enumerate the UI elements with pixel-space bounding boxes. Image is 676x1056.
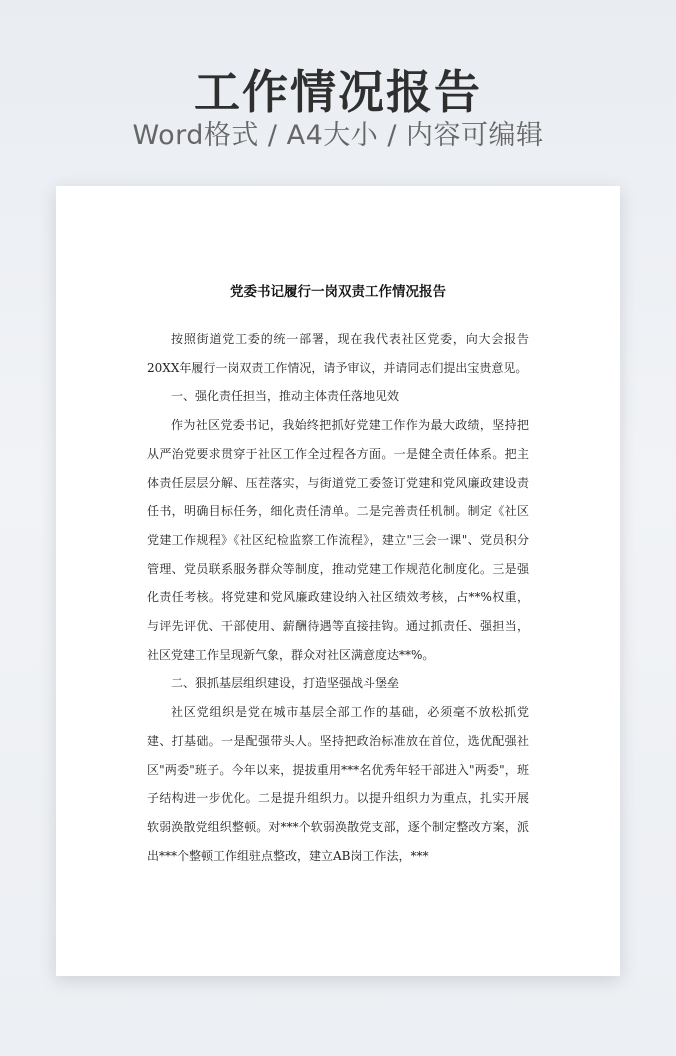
paragraph-section-1: 作为社区党委书记，我始终把抓好党建工作作为最大政绩，坚持把从严治党要求贯穿于社区工作全过程各方面。一是健全责任体系。把主体责任层层分解、压茬落实，与街道党工委签订党建和党风廉政建设责任书，明确目标任务，细化责任清单。二是完善责任机制。制定《社区党建工作规程》《社区纪检监察工作流程》，建立"三会一课"、党员积分管理、党员联系服务群众等制度，推动党建工作规范化制度化。三是强化责任考核。将党建和党风廉政建设纳入社区绩效考核，占**%权重，与评先评优、干部使用、薪酬待遇等直接挂钩。通过抓责任、强担当，社区党建工作呈现新气象，群众对社区满意度达**%。 bbox=[147, 418, 529, 662]
paragraph-intro: 按照街道党工委的统一部署，现在我代表社区党委，向大会报告20XX年履行一岗双责工作情况，请予审议，并请同志们提出宝贵意见。 bbox=[147, 332, 529, 375]
banner-subtitle: Word格式 / A4大小 / 内容可编辑 bbox=[132, 120, 544, 151]
document-body bbox=[147, 325, 529, 870]
document-page bbox=[56, 186, 620, 976]
section-heading-1: 一、强化责任担当，推动主体责任落地见效 bbox=[171, 389, 400, 404]
paragraph-section-2: 社区党组织是党在城市基层全部工作的基础，必须毫不放松抓党建、打基础。一是配强带头人。坚持把政治标准放在首位，选优配强社区"两委"班子。今年以来，提拔重用***名优秀年轻干部进入"两委"，班子结构进一步优化。二是提升组织力。以提升组织力为重点，扎实开展软弱涣散党组织整顿。对***个软弱涣散党支部，逐个制定整改方案，派出***个整顿工作组驻点整改，建立AB岗工作法，*** bbox=[147, 705, 529, 863]
banner-title: 工作情况报告 bbox=[194, 65, 482, 119]
document-title: 党委书记履行一岗双责工作情况报告 bbox=[230, 284, 446, 300]
section-heading-2: 二、狠抓基层组织建设，打造坚强战斗堡垒 bbox=[171, 676, 400, 691]
